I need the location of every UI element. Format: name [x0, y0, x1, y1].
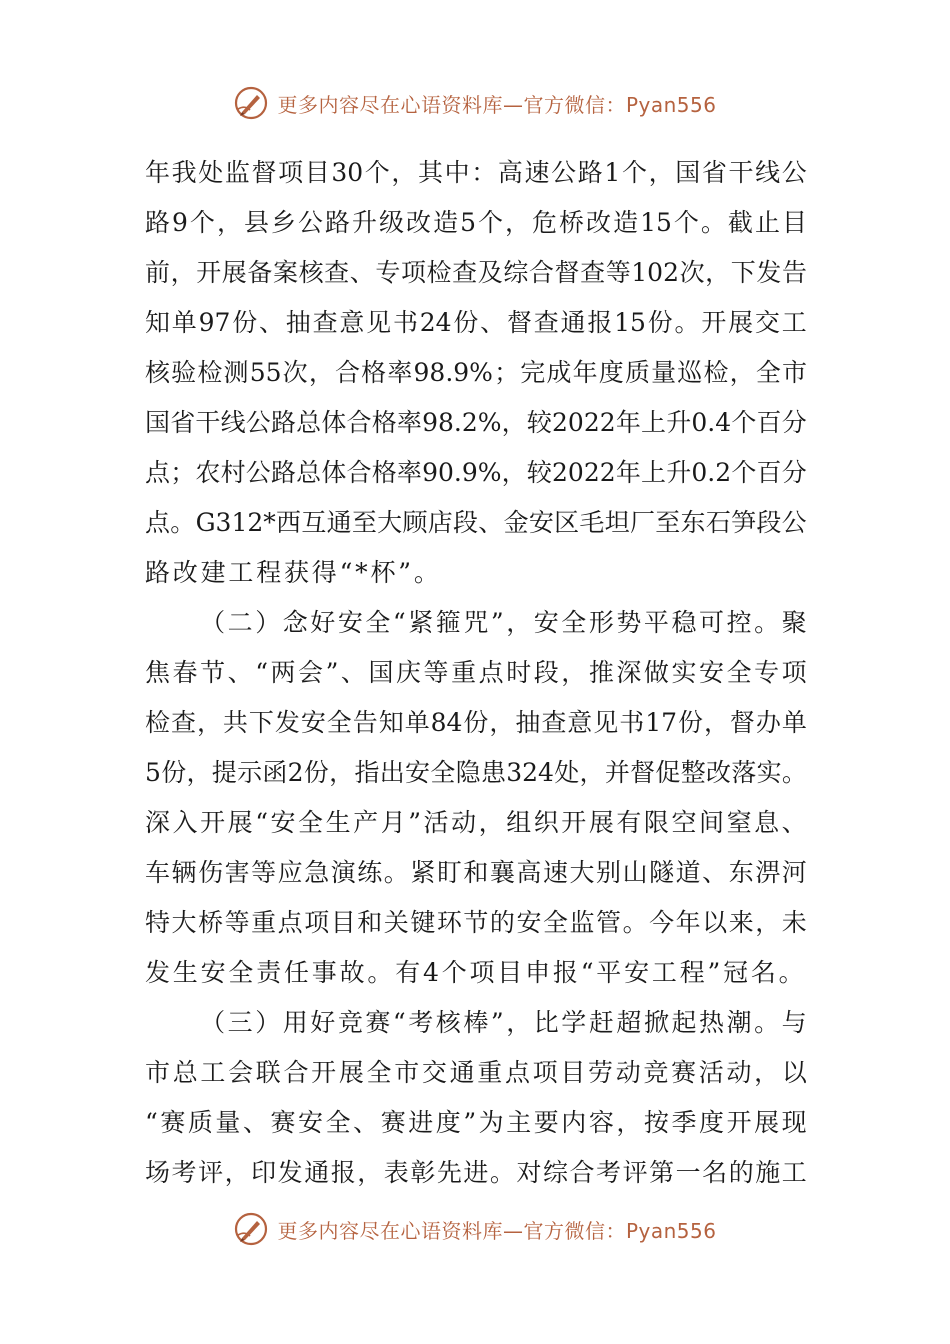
text-line: 特 大 桥 等 重 点 项 目 和 关 键 环 节 的 安 全 监 管 。 今 年 以 来 ， 未 — [145, 908, 807, 937]
text-line: “ 赛 质 量 、 赛 安 全 、 赛 进 度 ” 为 主 要 内 容 ， 按 季 度 开 展 现 — [145, 1108, 807, 1137]
text-line: 检 查 ， 共 下 发 安 全 告 知 单 84 份 ， 抽 查 意 见 书 17 份 ， 督 办 单 — [145, 708, 807, 737]
text-line: 场 考 评 ， 印 发 通 报 ， 表 彰 先 进 。 对 综 合 考 评 第 一 名 的 施 工 — [145, 1158, 807, 1187]
text-line: （ 三 ） 用 好 竞 赛 “ 考 核 棒 ” ， 比 学 赶 超 掀 起 热 潮 。 与 — [200, 1008, 807, 1037]
text-line: 国 省 干 线 公 路 总 体 合 格 率 98.2% ， 较 2022 年 上 升 0.4 个 百 分 — [145, 408, 807, 437]
text-line: 年 我 处 监 督 项 目 30 个 ， 其 中 ： 高 速 公 路 1 个 ， 国 省 干 线 公 — [145, 158, 807, 187]
text-line: 路改建工程获得“*杯”。 — [145, 558, 442, 587]
text-line: 5 份 ， 提 示 函 2 份 ， 指 出 安 全 隐 患 324 处 ， 并 督 促 整 改 落 实 。 — [145, 758, 807, 787]
footer-banner-text: 更多内容尽在心语资料库—官方微信：Pyan556 — [277, 1218, 717, 1243]
text-line: 知 单 97 份 、 抽 查 意 见 书 24 份 、 督 查 通 报 15 份 。 开 展 交 工 — [145, 308, 807, 337]
text-line: 核 验 检 测 55 次 ， 合 格 率 98.9% ； 完 成 年 度 质 量 巡 检 ， 全 市 — [145, 358, 807, 387]
text-line: 车 辆 伤 害 等 应 急 演 练 。 紧 盯 和 襄 高 速 大 别 山 隧 道 、 东 淠 河 — [145, 858, 807, 887]
text-line: 点 。 G312* 西 互 通 至 大 顾 店 段 、 金 安 区 毛 坦 厂 至 东 石 笋 段 公 — [145, 508, 807, 537]
document-body — [145, 148, 807, 1198]
text-line: （ 二 ） 念 好 安 全 “ 紧 箍 咒 ” ， 安 全 形 势 平 稳 可 控 。 聚 — [200, 608, 807, 637]
footer-banner — [0, 1207, 950, 1251]
text-line: 深 入 开 展 “ 安 全 生 产 月 ” 活 动 ， 组 织 开 展 有 限 空 间 窒 息 、 — [145, 808, 807, 837]
text-line: 市 总 工 会 联 合 开 展 全 市 交 通 重 点 项 目 劳 动 竞 赛 活 动 ， 以 — [145, 1058, 807, 1087]
text-line: 焦 春 节 、 “ 两 会 ” 、 国 庆 等 重 点 时 段 ， 推 深 做 实 安 全 专 项 — [145, 658, 807, 687]
text-line: 前 ， 开 展 备 案 核 查 、 专 项 检 查 及 综 合 督 查 等 102 次 ， 下 发 告 — [145, 258, 807, 287]
text-line: 路 9 个 ， 县 乡 公 路 升 级 改 造 5 个 ， 危 桥 改 造 15 个 。 截 止 目 — [145, 208, 807, 237]
pen-logo-icon — [233, 1211, 269, 1247]
pen-logo-icon — [233, 85, 269, 121]
header-banner-text: 更多内容尽在心语资料库—官方微信：Pyan556 — [277, 92, 717, 117]
text-line: 发生安全责任事故。有4个项目申报“平安工程”冠名。 — [145, 958, 807, 987]
text-line: 点 ； 农 村 公 路 总 体 合 格 率 90.9% ， 较 2022 年 上 升 0.2 个 百 分 — [145, 458, 807, 487]
header-banner — [0, 81, 950, 125]
